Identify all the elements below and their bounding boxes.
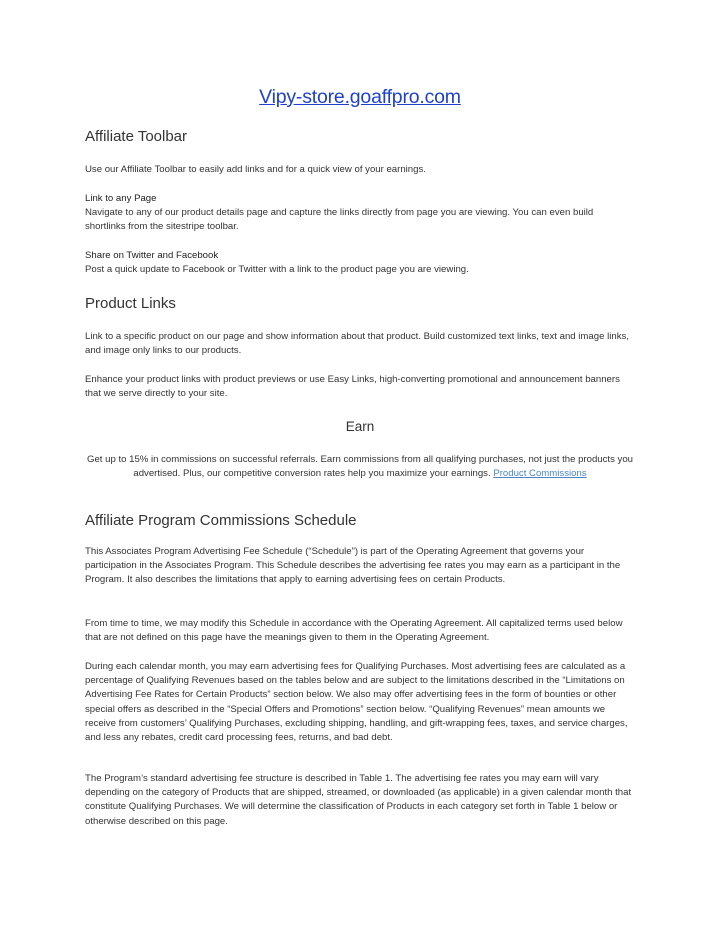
schedule-p3: During each calendar month, you may earn advertising fees for Qualifying Purchases. Most advertising fees are calculated as a percentage of Qualifying Revenues based on the tables below and are subject to the limitations described in the “Limitations on Advertising Fee Rates for Certain Products” section below. We also may offer advertising fees in the form of bounties or other special offers as described in the “Special Offers and Promotions” section below. “Qualifying Revenues” mean amounts we receive from customers’ Qualifying Purchases, excluding shipping, handling, and gift-wrapping fees, taxes, and service charges, and less any rebates, credit card processing fees, returns, and bad debt. <box>85 661 628 744</box>
schedule-p4: The Program’s standard advertising fee structure is described in Table 1. The advertising fee rates you may earn will vary depending on the category of Products that are shipped, streamed, or downloaded (as applicable) in a given calendar month that constitute Qualifying Purchases. We will determine the classification of Products in each category set forth in Table 1 below or otherwise described on this page. <box>85 773 632 827</box>
toolbar-intro: Use our Affiliate Toolbar to easily add links and for a quick view of your earnings. <box>85 164 426 175</box>
share-title: Share on Twitter and Facebook <box>85 250 219 261</box>
product-links-p1: Link to a specific product on our page and show information about that product. Build customized text links, text and image links, and image only links to our products. <box>85 331 629 357</box>
schedule-p1: This Associates Program Advertising Fee Schedule (“Schedule”) is part of the Operating Agreement that governs your participation in the Associates Program. This Schedule describes the advertising fee rates you may earn as a participant in the Program. It also describes the limitations that apply to earning advertising fees on certain Products. <box>85 546 621 586</box>
schedule-heading: Affiliate Program Commissions Schedule <box>85 512 357 529</box>
earn-text <box>85 453 635 481</box>
link-to-page-text: Navigate to any of our product details page and capture the links directly from page you are viewing. You can even build shortlinks from the sitestripe toolbar. <box>85 207 594 233</box>
earn-heading: Earn <box>345 419 375 434</box>
affiliate-toolbar-heading: Affiliate Toolbar <box>85 128 188 145</box>
page-title[interactable]: Vipy-store.goaffpro.com <box>259 86 461 108</box>
link-to-page-title: Link to any Page <box>85 193 157 204</box>
schedule-p2: From time to time, we may modify this Schedule in accordance with the Operating Agreement. All capitalized terms used below that are not defined on this page have the meanings given to them in the Operating Agreement. <box>85 618 623 644</box>
product-links-heading: Product Links <box>85 295 176 312</box>
product-links-p2: Enhance your product links with product previews or use Easy Links, high-converting promotional and announcement banners that we serve directly to your site. <box>85 374 620 400</box>
product-commissions-link[interactable]: Product Commissions <box>493 468 587 480</box>
share-text: Post a quick update to Facebook or Twitter with a link to the product page you are viewing. <box>85 264 469 275</box>
earn-body: Get up to 15% in commissions on successful referrals. Earn commissions from all qualifying purchases, not just the products you advertised. Plus, our competitive conversion rates help you maximize your earnings. <box>86 454 634 480</box>
